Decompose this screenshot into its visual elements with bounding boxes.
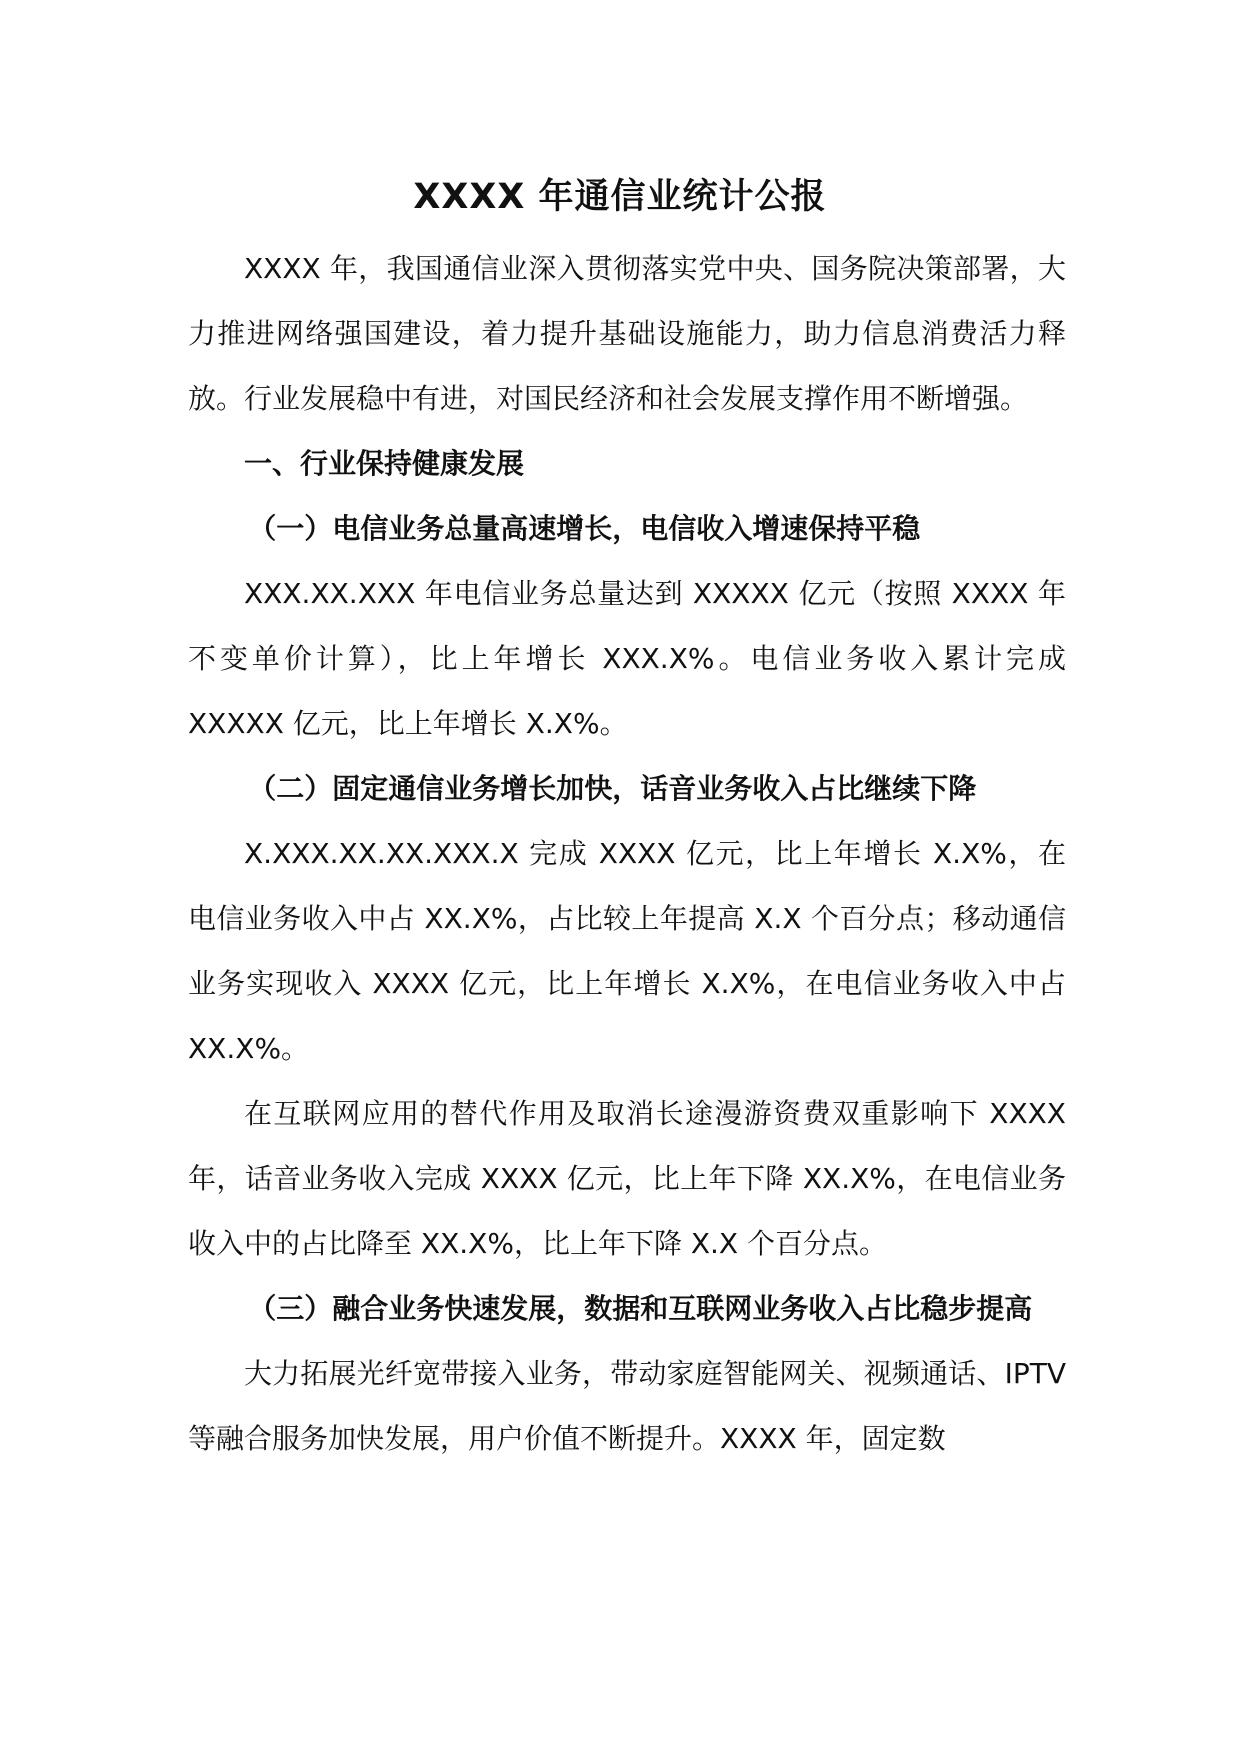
intro-paragraph: XXXX 年，我国通信业深入贯彻落实党中央、国务院决策部署，大力推进网络强国建设，着力提升基础设施能力，助力信息消费活力释放。行业发展稳中有进，对国民经济和社会发展支撑作用不断增强。 (188, 252, 1066, 415)
subsection-2-paragraph-1: X.XXX.XX.XX.XXX.X 完成 XXXX 亿元，比上年增长 X.X%，在电信业务收入中占 XX.X%，占比较上年提高 X.X 个百分点；移动通信业务实现收入 XXXX 亿元，比上年增长 X.X%，在电信业务收入中占 XX.X%。 (188, 837, 1066, 1065)
subsection-heading-3: （三）融合业务快速发展，数据和互联网业务收入占比稳步提高 (248, 1292, 1033, 1325)
document-title: XXXX 年通信业统计公报 (413, 177, 827, 217)
subsection-3-paragraph: 大力拓展光纤宽带接入业务，带动家庭智能网关、视频通话、IPTV 等融合服务加快发展，用户价值不断提升。XXXX 年，固定数 (188, 1357, 1066, 1455)
subsection-heading-2: （二）固定通信业务增长加快，话音业务收入占比继续下降 (248, 772, 977, 805)
subsection-heading-1: （一）电信业务总量高速增长，电信收入增速保持平稳 (248, 512, 921, 545)
section-heading-1: 一、行业保持健康发展 (244, 447, 525, 480)
subsection-2-paragraph-2: 在互联网应用的替代作用及取消长途漫游资费双重影响下 XXXX 年，话音业务收入完成 XXXX 亿元，比上年下降 XX.X%，在电信业务收入中的占比降至 XX.X%，比上年下降 X.X 个百分点。 (188, 1097, 1066, 1260)
document-body (188, 236, 1066, 1471)
subsection-1-paragraph: XXX.XX.XXX 年电信业务总量达到 XXXXX 亿元（按照 XXXX 年不变单价计算），比上年增长 XXX.X%。电信业务收入累计完成 XXXXX 亿元，比上年增长 X.X%。 (188, 577, 1066, 740)
